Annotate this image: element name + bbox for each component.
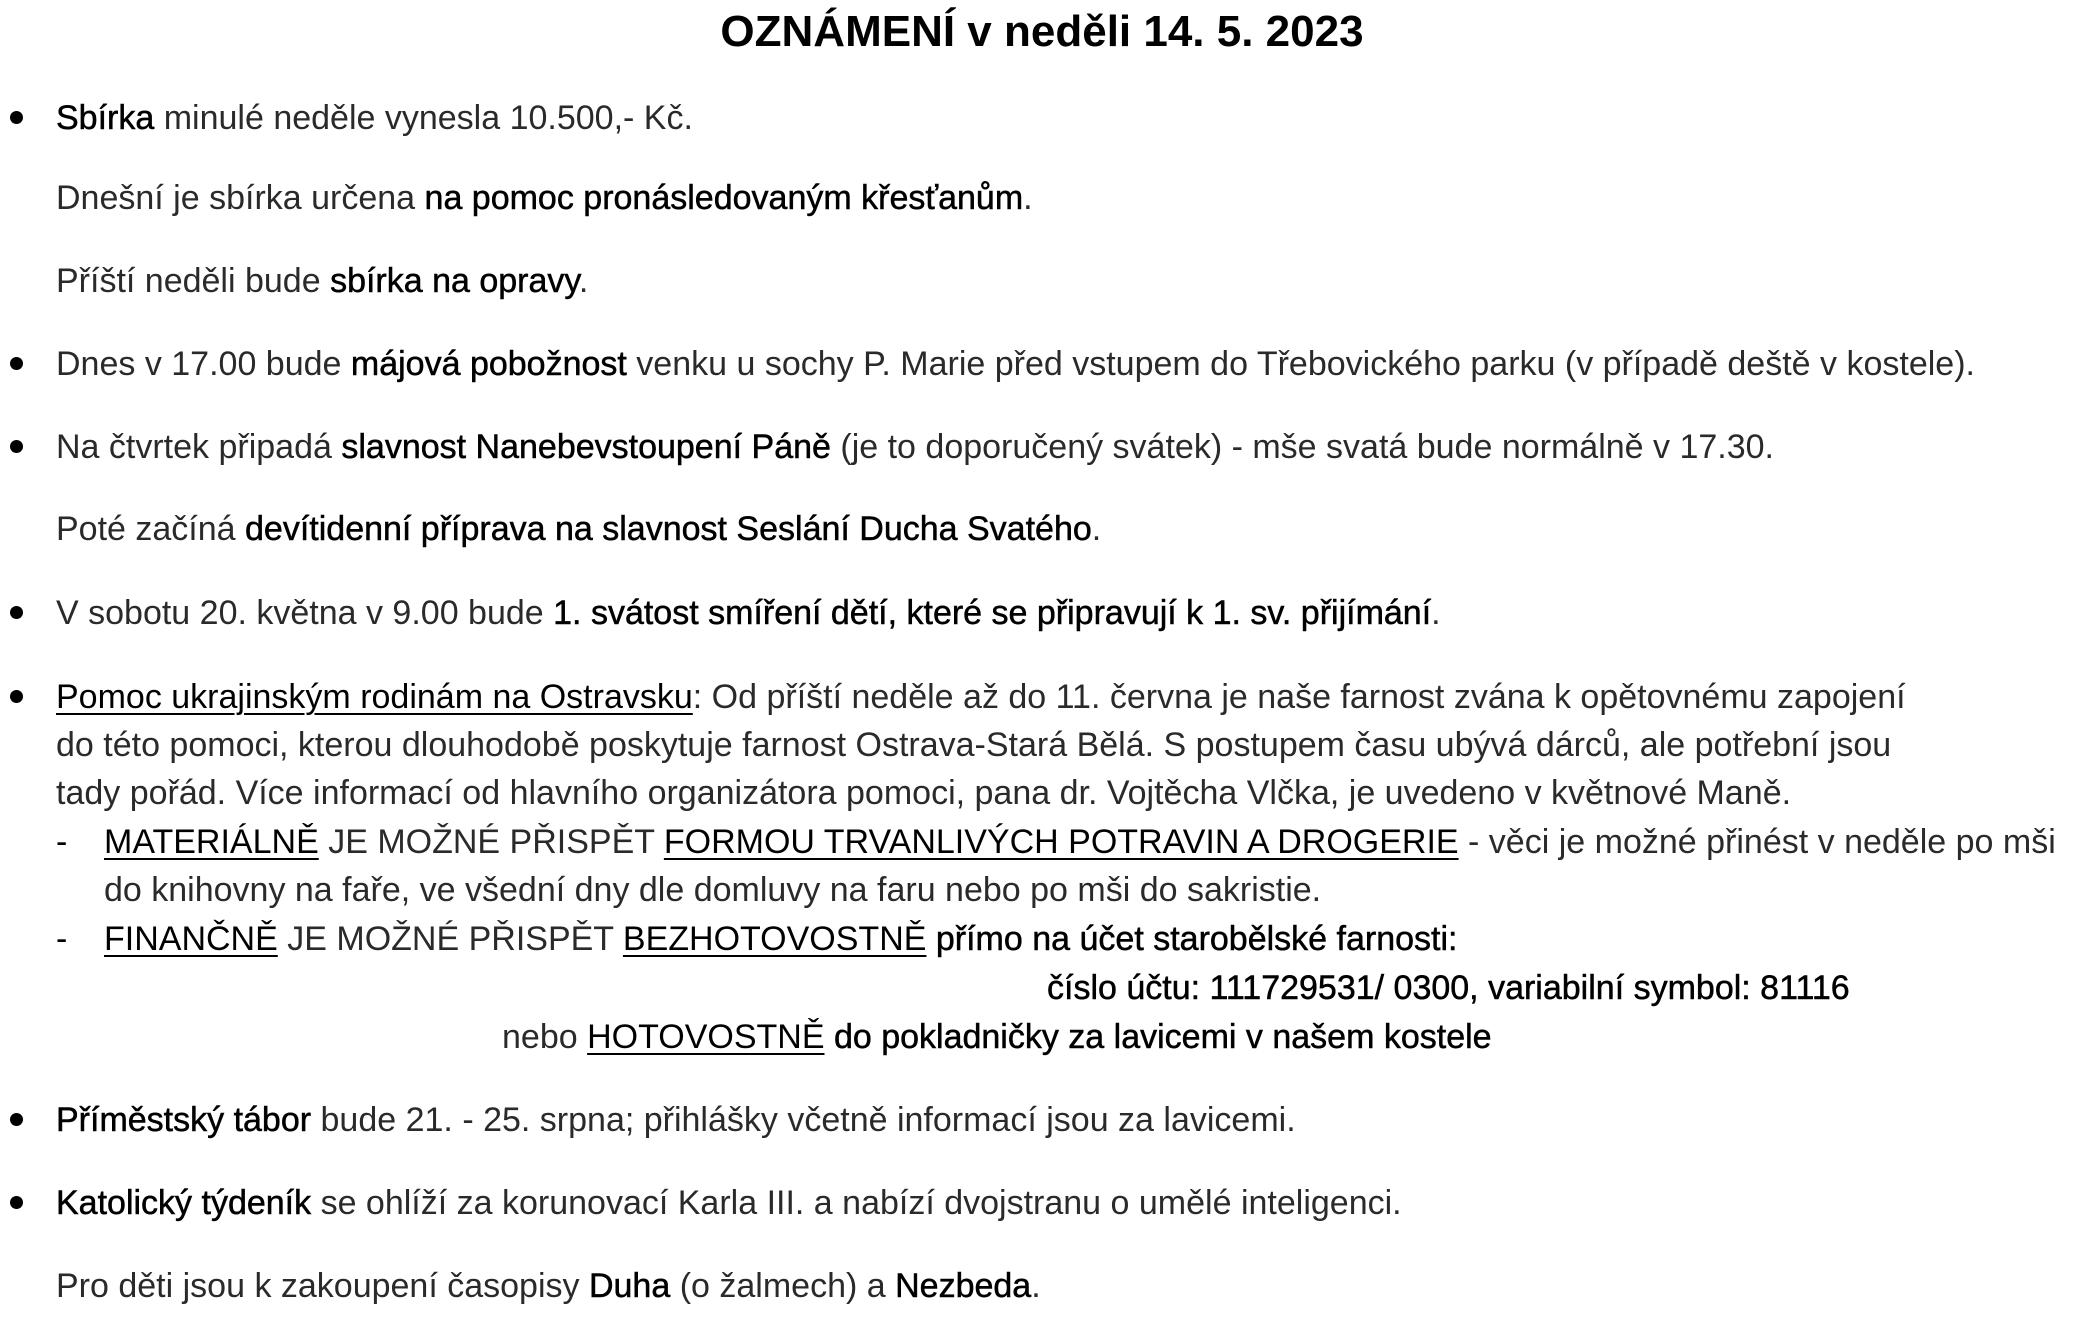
weekly-line: Katolický týdeník se ohlíží za korunovací Karla III. a nabízí dvojstranu o umělé inteligenci. xyxy=(56,1184,1402,1222)
magazines-line: Pro děti jsou k zakoupení časopisy Duha (o žalmech) a Nezbeda. xyxy=(56,1267,1041,1305)
cash-line: nebo HOTOVOSTNĚ do pokladničky za lavicemi v našem kostele xyxy=(502,1018,1492,1056)
bullet xyxy=(10,111,23,124)
collection-line: Sbírka minulé neděle vynesla 10.500,- Kč. xyxy=(56,99,693,137)
bank-account-line: číslo účtu: 111729531/ 0300, variabilní symbol: 81116 xyxy=(1047,969,1850,1007)
page-title: OZNÁMENÍ v neděli 14. 5. 2023 xyxy=(720,7,1364,56)
confession-line: V sobotu 20. května v 9.00 bude 1. svátost smíření dětí, které se připravují k 1. sv. přijímání. xyxy=(56,594,1441,632)
financial-help-line: FINANČNĚ JE MOŽNÉ PŘISPĚT BEZHOTOVOSTNĚ přímo na účet starobělské farnosti: xyxy=(104,920,1458,958)
ukraine-line-1: Pomoc ukrajinským rodinám na Ostravsku: Od příští neděle až do 11. června je naše farnost zvána k opětovnému zapojení xyxy=(56,678,1906,716)
bullet xyxy=(10,606,23,619)
dash: - xyxy=(56,823,68,861)
may-devotion-line: Dnes v 17.00 bude májová pobožnost venku u sochy P. Marie před vstupem do Třebovického parku (v případě deště v kostele). xyxy=(56,345,1975,383)
dash: - xyxy=(56,920,68,958)
ukraine-line-3: tady pořád. Více informací od hlavního organizátora pomoci, pana dr. Vojtěcha Vlčka, je uvedeno v květnové Maně. xyxy=(56,774,1792,812)
collection-bold: Sbírka xyxy=(56,99,155,137)
bullet xyxy=(10,1196,23,1209)
bullet xyxy=(10,1113,23,1126)
ukraine-line-2: do této pomoci, kterou dlouhodobě poskytuje farnost Ostrava-Stará Bělá. S postupem času ubývá dárců, ale potřební jsou xyxy=(56,726,1892,764)
material-help-line: MATERIÁLNĚ JE MOŽNÉ PŘISPĚT FORMOU TRVANLIVÝCH POTRAVIN A DROGERIE - věci je možné přinést v neděle po mši xyxy=(104,823,2056,861)
ascension-novena-line: Poté začíná devítidenní příprava na slavnost Seslání Ducha Svatého. xyxy=(56,510,1102,548)
bullet xyxy=(10,440,23,453)
material-help-line-2: do knihovny na faře, ve všední dny dle domluvy na faru nebo po mši do sakristie. xyxy=(104,871,1322,909)
bullet xyxy=(10,690,23,703)
ascension-line: Na čtvrtek připadá slavnost Nanebevstoupení Páně (je to doporučený svátek) - mše svatá bude normálně v 17.30. xyxy=(56,428,1774,466)
collection-today-line: Dnešní je sbírka určena na pomoc pronásledovaným křesťanům. xyxy=(56,179,1033,217)
ukraine-heading: Pomoc ukrajinským rodinám na Ostravsku xyxy=(56,678,693,716)
bullet xyxy=(10,357,23,370)
camp-line: Příměstský tábor bude 21. - 25. srpna; přihlášky včetně informací jsou za lavicemi. xyxy=(56,1101,1296,1139)
collection-next-line: Příští neděli bude sbírka na opravy. xyxy=(56,262,589,300)
